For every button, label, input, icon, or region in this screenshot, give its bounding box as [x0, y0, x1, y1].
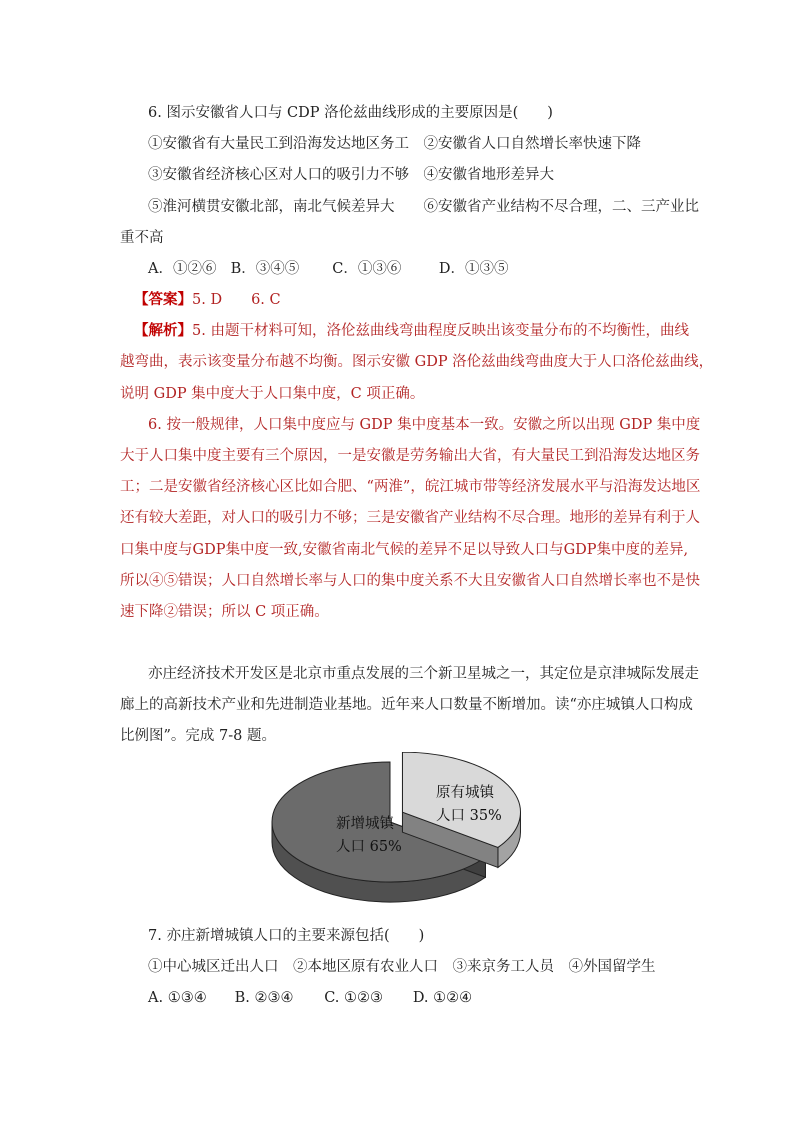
q6-options-line-3: ⑤淮河横贯安徽北部，南北气候差异大 ⑥安徽省产业结构不尽合理，二、三产业比 — [148, 199, 699, 215]
passage-line-2: 廊上的高新技术产业和先进制造业基地。近年来人口数量不断增加。读“亦庄城镇人口构成 — [120, 697, 693, 713]
q7-choices — [148, 988, 472, 1008]
q6-choice-c: C．①③⑥ — [332, 261, 402, 277]
pie-label-new-line-1: 新增城镇 — [336, 816, 394, 832]
pie-layer — [272, 752, 520, 902]
answer-line — [134, 290, 281, 310]
analysis-p1-line-2: 越弯曲，表示该变量分布越不均衡。图示安徽 GDP 洛伦兹曲线弯曲度大于人口洛伦兹曲线， — [120, 354, 714, 370]
analysis-p1-line-1: 5. 由题干材料可知，洛伦兹曲线弯曲程度反映出该变量分布的不均衡性，曲线 — [192, 323, 689, 339]
q6-stem: 6. 图示安徽省人口与 CDP 洛伦兹曲线形成的主要原因是( ) — [148, 105, 553, 121]
q6-choice-b: B．③④⑤ — [230, 261, 300, 277]
pie-label-old-line-1: 原有城镇 — [436, 785, 494, 801]
q6-options-line-2: ③安徽省经济核心区对人口的吸引力不够 ④安徽省地形差异大 — [148, 167, 554, 183]
analysis-p1-line-3: 说明 GDP 集中度大于人口集中度，C 项正确。 — [120, 386, 425, 402]
pie-label-new-line-2: 人口 65% — [336, 839, 402, 855]
answer-tag: 【答案】 — [134, 291, 192, 308]
analysis-p2-line-6: 所以④⑤错误；人口自然增长率与人口的集中度关系不大且安徽省人口自然增长率也不是快 — [120, 573, 700, 589]
q7-choice-a: A. ①③④ — [148, 990, 207, 1006]
analysis-p2-line-4: 还有较大差距，对人口的吸引力不够；三是安徽省产业结构不尽合理。地形的差异有利于人 — [120, 510, 700, 526]
passage-line-1: 亦庄经济技术开发区是北京市重点发展的三个新卫星城之一，其定位是京津城际发展走 — [148, 666, 699, 682]
analysis-line-1 — [134, 321, 689, 341]
q6-options-line-1: ①安徽省有大量民工到沿海发达地区务工 ②安徽省人口自然增长率快速下降 — [148, 136, 641, 152]
q7-stem: 7. 亦庄新增城镇人口的主要来源包括( ) — [148, 928, 425, 944]
q7-choice-b: B. ②③④ — [234, 990, 294, 1006]
q7-choice-d: D. ①②④ — [412, 990, 473, 1006]
analysis-p2-line-1: 6. 按一般规律，人口集中度应与 GDP 集中度基本一致。安徽之所以出现 GDP 集中度 — [148, 417, 701, 433]
pie-label-old-line-2: 人口 35% — [436, 808, 502, 824]
q6-choice-d: D．①③⑤ — [438, 261, 509, 277]
q6-choice-a: A．①②⑥ — [148, 261, 217, 277]
population-pie-chart — [262, 752, 534, 910]
passage-line-3: 比例图”。完成 7-8 题。 — [120, 728, 276, 744]
q7-choice-c: C. ①②③ — [324, 990, 384, 1006]
q6-choices — [148, 259, 508, 279]
analysis-p2-line-2: 大于人口集中度主要有三个原因，一是安徽是劳务输出大省，有大量民工到沿海发达地区务 — [120, 448, 700, 464]
analysis-p2-line-5: 口集中度与GDP集中度一致,安徽省南北气候的差异不足以导致人口与GDP集中度的差异, — [120, 542, 689, 558]
answer-text: 5. D 6. C — [192, 292, 281, 308]
analysis-tag: 【解析】 — [134, 322, 192, 339]
analysis-p2-line-3: 工；二是安徽省经济核心区比如合肥、“两淮”，皖江城市带等经济发展水平与沿海发达地区 — [120, 479, 701, 495]
analysis-p2-line-7: 速下降②错误；所以 C 项正确。 — [120, 604, 329, 620]
q6-options-line-4: 重不高 — [120, 230, 164, 246]
q7-options: ①中心城区迁出人口 ②本地区原有农业人口 ③来京务工人员 ④外国留学生 — [148, 959, 656, 975]
